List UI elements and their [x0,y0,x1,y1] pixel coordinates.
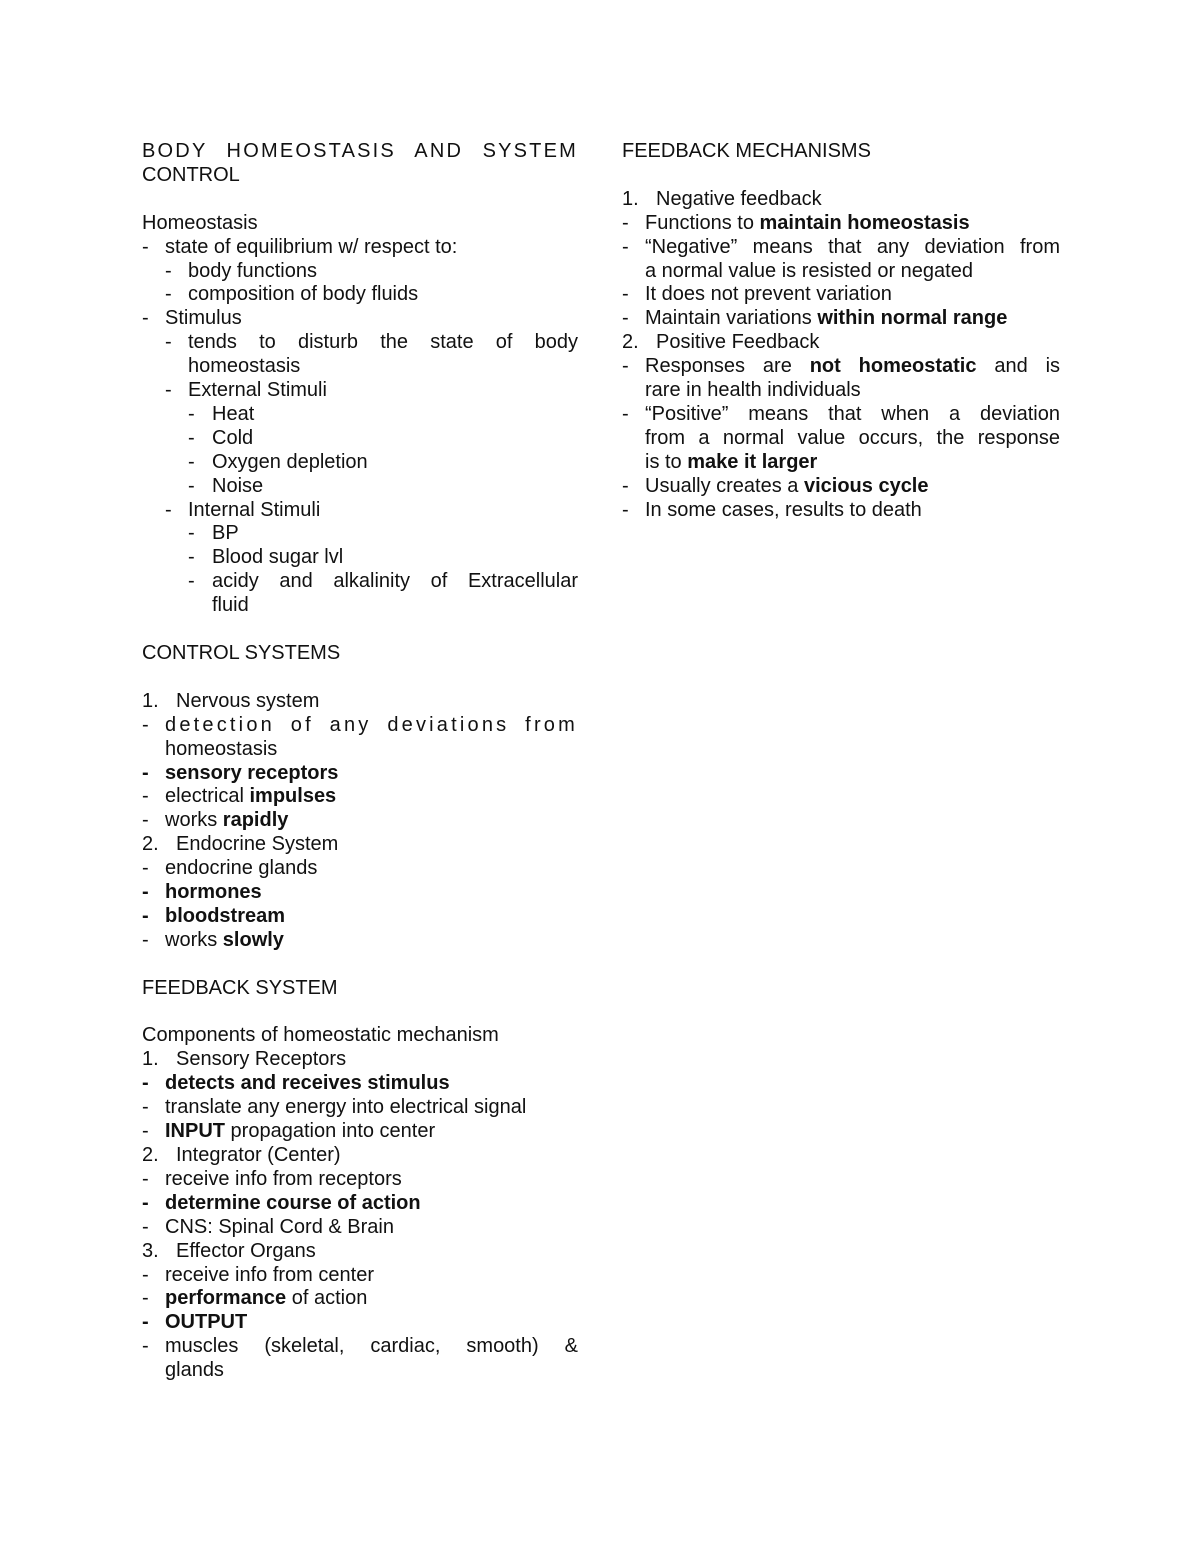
list-item: - It does not prevent variation [622,283,892,306]
list-item: - External Stimuli [165,379,327,402]
components-subheading: Components of homeostatic mechanism [142,1024,499,1047]
list-item: - detection of any deviations from [142,713,578,736]
list-item: - bloodstream [142,904,286,927]
numbered-item: 1. Negative feedback [622,187,822,210]
numbered-item: 2. Positive Feedback [622,331,820,354]
list-item: - BP [188,522,239,545]
list-item: - receive info from receptors [142,1167,402,1190]
list-item: - OUTPUT [142,1311,248,1334]
list-item: - Blood sugar lvl [188,546,344,569]
left-column [142,140,578,1383]
list-item: - determine course of action [142,1191,421,1214]
list-item: - Responses are not homeostatic and is [622,355,1061,378]
page-title: BODY HOMEOSTASIS AND SYSTEM [142,140,578,162]
homeostasis-heading: Homeostasis [142,211,258,234]
numbered-item: 3. Effector Organs [142,1239,316,1262]
list-item: - muscles (skeletal, cardiac, smooth) & [142,1335,578,1358]
list-item-continued: glands [165,1359,224,1382]
numbered-item: 1. Sensory Receptors [142,1048,347,1071]
feedback-system-heading: FEEDBACK SYSTEM [142,976,338,999]
list-item: - Stimulus [142,307,242,330]
list-item: - Internal Stimuli [165,498,321,521]
list-item: - hormones [142,881,262,904]
list-item: - Functions to maintain homeostasis [622,211,970,234]
list-item: - performance of action [142,1287,368,1310]
list-item: - INPUT propagation into center [142,1120,436,1143]
list-item: - In some cases, results to death [622,498,922,521]
control-systems-heading: CONTROL SYSTEMS [142,642,341,664]
list-item: - body functions [165,259,317,282]
list-item: - Maintain variations within normal range [622,307,1008,330]
list-item-continued: from a normal value occurs, the response [645,426,1060,449]
list-item-continued: rare in health individuals [645,379,861,402]
list-item: - electrical impulses [142,785,337,808]
list-item-continued: is to make it larger [645,450,818,473]
list-item: - works slowly [142,928,284,951]
list-item: - translate any energy into electrical signal [142,1096,527,1119]
list-item: - detects and receives stimulus [142,1072,450,1095]
list-item: - tends to disturb the state of body [165,331,578,354]
list-item: - works rapidly [142,809,289,832]
feedback-mechanisms-heading: FEEDBACK MECHANISMS [622,140,871,162]
list-item: - endocrine glands [142,857,318,880]
numbered-item: 2. Integrator (Center) [142,1143,341,1166]
numbered-item: 1. Nervous system [142,689,320,712]
list-item: - state of equilibrium w/ respect to: [142,235,458,258]
list-item: - acidy and alkalinity of Extracellular [188,570,578,593]
list-item: - Heat [188,402,255,425]
right-column [622,140,1060,522]
list-item: - sensory receptors [142,761,339,784]
list-item: - Usually creates a vicious cycle [622,474,929,497]
numbered-item: 2. Endocrine System [142,833,339,856]
list-item-continued: fluid [212,594,249,617]
page-title-continued: CONTROL [142,163,240,186]
list-item: - Noise [188,474,264,497]
list-item-continued: homeostasis [188,355,301,378]
list-item-continued: homeostasis [165,737,278,760]
list-item: - receive info from center [142,1263,374,1286]
list-item: - “Negative” means that any deviation from [622,235,1060,258]
list-item-continued: a normal value is resisted or negated [645,259,973,282]
list-item: - Oxygen depletion [188,450,368,473]
list-item: - Cold [188,426,254,449]
list-item: - composition of body fluids [165,283,419,306]
list-item: - “Positive” means that when a deviation [622,402,1060,425]
list-item: - CNS: Spinal Cord & Brain [142,1215,394,1238]
